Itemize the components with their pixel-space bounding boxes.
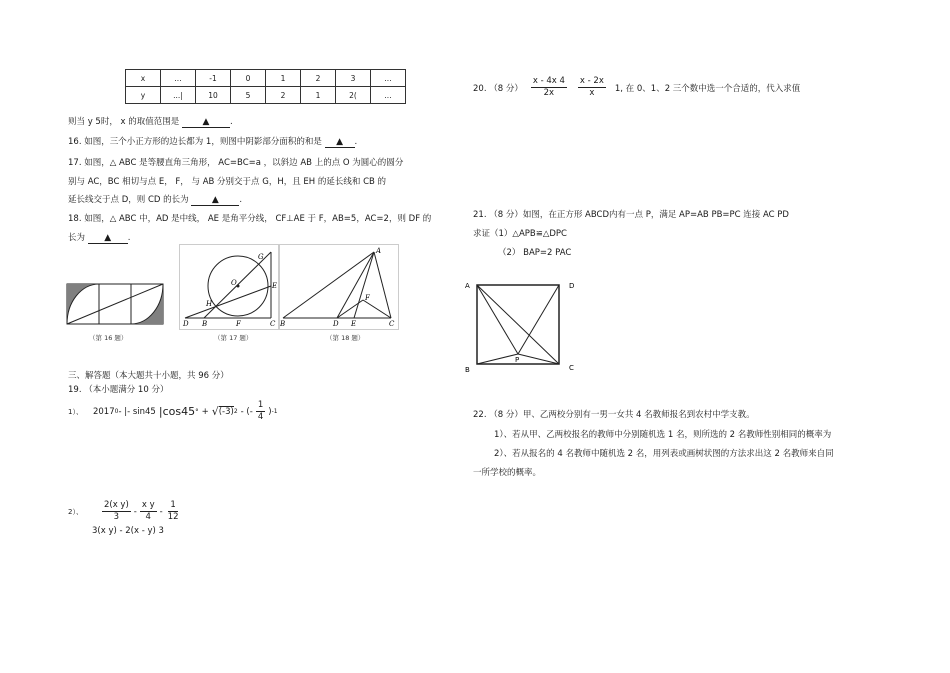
caption-17: （第 17 题）	[214, 334, 253, 342]
q21-line1: 21. （8 分）如图，在正方形 ABCD内有一点 P，满足 AP=AB PB=PC 连接 AC PD	[473, 210, 789, 220]
caption-18: （第 18 题）	[326, 334, 365, 342]
fig18-side-ab	[283, 252, 374, 318]
table-cell: 5	[231, 87, 266, 104]
q19-p2-fraction1	[102, 500, 131, 523]
fig21-label-a: A	[465, 282, 470, 290]
fig17-label-d: D	[183, 320, 189, 328]
fraction-numerator: 2(x y)	[103, 500, 129, 510]
figure-21-square	[460, 279, 580, 375]
table-cell: ...	[371, 87, 406, 104]
q15-tail: 则当 y 5时， x 的取值范围是 ▲ .	[68, 117, 233, 127]
q18-line1: 18. 如图，△ ABC 中，AD 是中线， AE 是角平分线， CF⊥AE 于 F，AB=5，AC=2，则 DF 的	[68, 214, 432, 224]
value-table	[125, 69, 406, 104]
q19-p2-label: 2）、	[68, 507, 83, 516]
fraction-numerator: x - 4x 4	[532, 76, 565, 86]
fraction-numerator: 1	[257, 400, 264, 410]
table-cell: 1	[301, 87, 336, 104]
fig18-side-ac	[374, 252, 391, 318]
fraction-denominator: 4	[257, 412, 264, 422]
fraction-denominator: 4	[145, 512, 151, 522]
table-cell: 2	[266, 87, 301, 104]
section-heading: 三、解答题（本大题共十小题，共 96 分）	[68, 371, 229, 381]
answer-mark: ▲	[336, 137, 343, 147]
table-cell: -1	[196, 70, 231, 87]
figure-17	[179, 244, 279, 330]
fraction-denominator: 12	[167, 512, 179, 522]
question-20	[473, 76, 800, 99]
fig18-label-a: A	[376, 247, 382, 255]
q22-line2: 1）、若从甲、乙两校报名的教师中分别随机选 1 名，则所选的 2 名教师性别相同的概率为	[494, 430, 832, 440]
fig18-median-ad	[337, 252, 374, 318]
q19-part2: 2）、 $\frac{\text{2(x y)}}{3}$ - $\frac{\text{x y}}{4}$ - $\frac{1}{12}$	[68, 500, 179, 522]
q17-line2: 别与 AC，BC 相切与点 E， F， 与 AB 分别交于点 G，H，且 EH 的延长线和 CB 的	[68, 177, 387, 187]
fraction-numerator: x - 2x	[579, 76, 604, 86]
q19-p1-cos: cos45	[162, 405, 196, 418]
q20-fraction2	[578, 76, 606, 99]
answer-blank	[88, 233, 128, 244]
q21-line2: 求证（1）△APB≌△DPC	[473, 229, 567, 239]
q17-line3-text: 延长线交于点 D，则 CD 的长为	[68, 195, 189, 205]
q19-p1-minus: - (-	[240, 406, 253, 417]
q18-end: .	[127, 233, 131, 243]
table-cell: 2(	[336, 87, 371, 104]
caption-16: （第 16 题）	[89, 334, 128, 342]
table-cell: 3	[336, 70, 371, 87]
table-cell: 2	[301, 70, 336, 87]
answer-mark: ▲	[211, 195, 219, 205]
fraction-numerator: x y	[141, 500, 155, 510]
fig21-label-c: C	[569, 364, 574, 372]
q16-end: .	[354, 137, 358, 147]
q19-p1-fraction	[256, 400, 265, 423]
fig21-label-p: P	[515, 356, 520, 364]
fig17-center-point	[237, 285, 240, 288]
q20-fraction1	[531, 76, 567, 99]
fraction-denominator: x	[589, 88, 595, 98]
fig18-label-e: E	[351, 320, 357, 328]
q16-text: 16. 如图，三个小正方形的边长都为 1，则图中阴影部分面积的和是	[68, 137, 322, 147]
q20-tail: 1, 在 0、1、2 三个数中选一个合适的，代入求值	[614, 83, 801, 94]
q22-line4: 一所学校的概率。	[473, 468, 542, 478]
table-row-x	[126, 70, 406, 87]
answer-mark: ▲	[104, 233, 112, 243]
q19-p1-sin: - |- sin45	[118, 406, 156, 417]
fig21-label-d: D	[569, 282, 575, 290]
q19-p1-radicand: (-3)	[218, 407, 234, 417]
table-cell: 0	[231, 70, 266, 87]
fig21-label-b: B	[465, 366, 470, 374]
fig17-label-f: F	[236, 320, 241, 328]
q22-line1: 22. （8 分）甲、乙两校分别有一男一女共 4 名教师报名到农村中学支教。	[473, 410, 755, 420]
table-cell: 10	[196, 87, 231, 104]
fig17-label-o: O	[231, 279, 237, 287]
fig21-segment-cp	[518, 354, 559, 364]
fig17-label-e: E	[272, 282, 278, 290]
fig18-label-c: C	[389, 320, 395, 328]
answer-blank	[325, 137, 355, 148]
fig17-label-g: G	[258, 253, 264, 261]
table-cell: ...|	[161, 87, 196, 104]
figure-18	[279, 244, 399, 330]
fig21-segment-ap	[477, 285, 518, 354]
q20-heading: 20. （8 分）	[473, 83, 523, 94]
q19-p2-fraction3	[166, 500, 181, 523]
fig18-bisector-ae	[354, 252, 374, 318]
table-cell: 1	[266, 70, 301, 87]
table-cell: y	[126, 87, 161, 104]
q17-end: .	[239, 195, 243, 205]
fig21-segment-bp	[477, 354, 518, 364]
q19-p1-plus: +	[201, 406, 209, 417]
q18-line2	[68, 231, 130, 244]
fig17-label-c: C	[270, 320, 276, 328]
fraction-numerator: 1	[170, 500, 176, 510]
q19-heading: 19. （本小题满分 10 分）	[68, 385, 169, 395]
q19-p1-label: 1）、	[68, 407, 83, 416]
q19-p1-exponent: -1	[271, 408, 278, 415]
fraction-denominator: 2x	[543, 88, 555, 98]
answer-mark: ▲	[202, 117, 210, 127]
q17-line3	[68, 193, 242, 206]
q19-p2-fraction2	[140, 500, 157, 523]
fig17-line-ed	[185, 286, 271, 318]
q15-text: 则当 y 5时， x 的取值范围是	[68, 117, 180, 127]
answer-blank	[191, 195, 239, 206]
fig18-label-d: D	[333, 320, 339, 328]
q19-p1-close: )	[268, 406, 272, 417]
answer-blank	[182, 117, 230, 128]
q19-p1-year: 2017	[92, 406, 115, 417]
q22-line3: 2）、若从报名的 4 名教师中随机选 2 名，用列表或画树状图的方法求出这 2 名教师来自同	[494, 449, 834, 459]
fig21-diagonal-ac	[477, 285, 559, 364]
table-cell: x	[126, 70, 161, 87]
q17-line1: 17. 如图，△ ABC 是等腰直角三角形， AC=BC=a ，以斜边 AB 上的点 O 为圆心的圆分	[68, 158, 404, 168]
q19-p2-line2: 3(x y) - 2(x - y) 3	[92, 526, 164, 536]
question-16	[68, 135, 357, 148]
fig18-segment-df	[337, 300, 363, 318]
fig17-label-b: B	[202, 320, 208, 328]
fig18-label-b: B	[280, 320, 286, 328]
q21-line3: （2） BAP=2 PAC	[498, 248, 572, 258]
table-cell: ...	[161, 70, 196, 87]
fraction-denominator: 3	[113, 512, 120, 522]
table-row-y	[126, 87, 406, 104]
fig18-label-f: F	[365, 294, 370, 302]
q19-part1: 1）、 2017 0 - |- sin45 | cos45 ° + √ (-3) 2 - (- $\frac{1}{4}$ ) -1	[68, 400, 278, 422]
fig17-label-h: H	[206, 300, 213, 308]
figure-16	[66, 283, 166, 328]
table-cell: ...	[371, 70, 406, 87]
q18-line2-text: 长为	[68, 233, 86, 243]
